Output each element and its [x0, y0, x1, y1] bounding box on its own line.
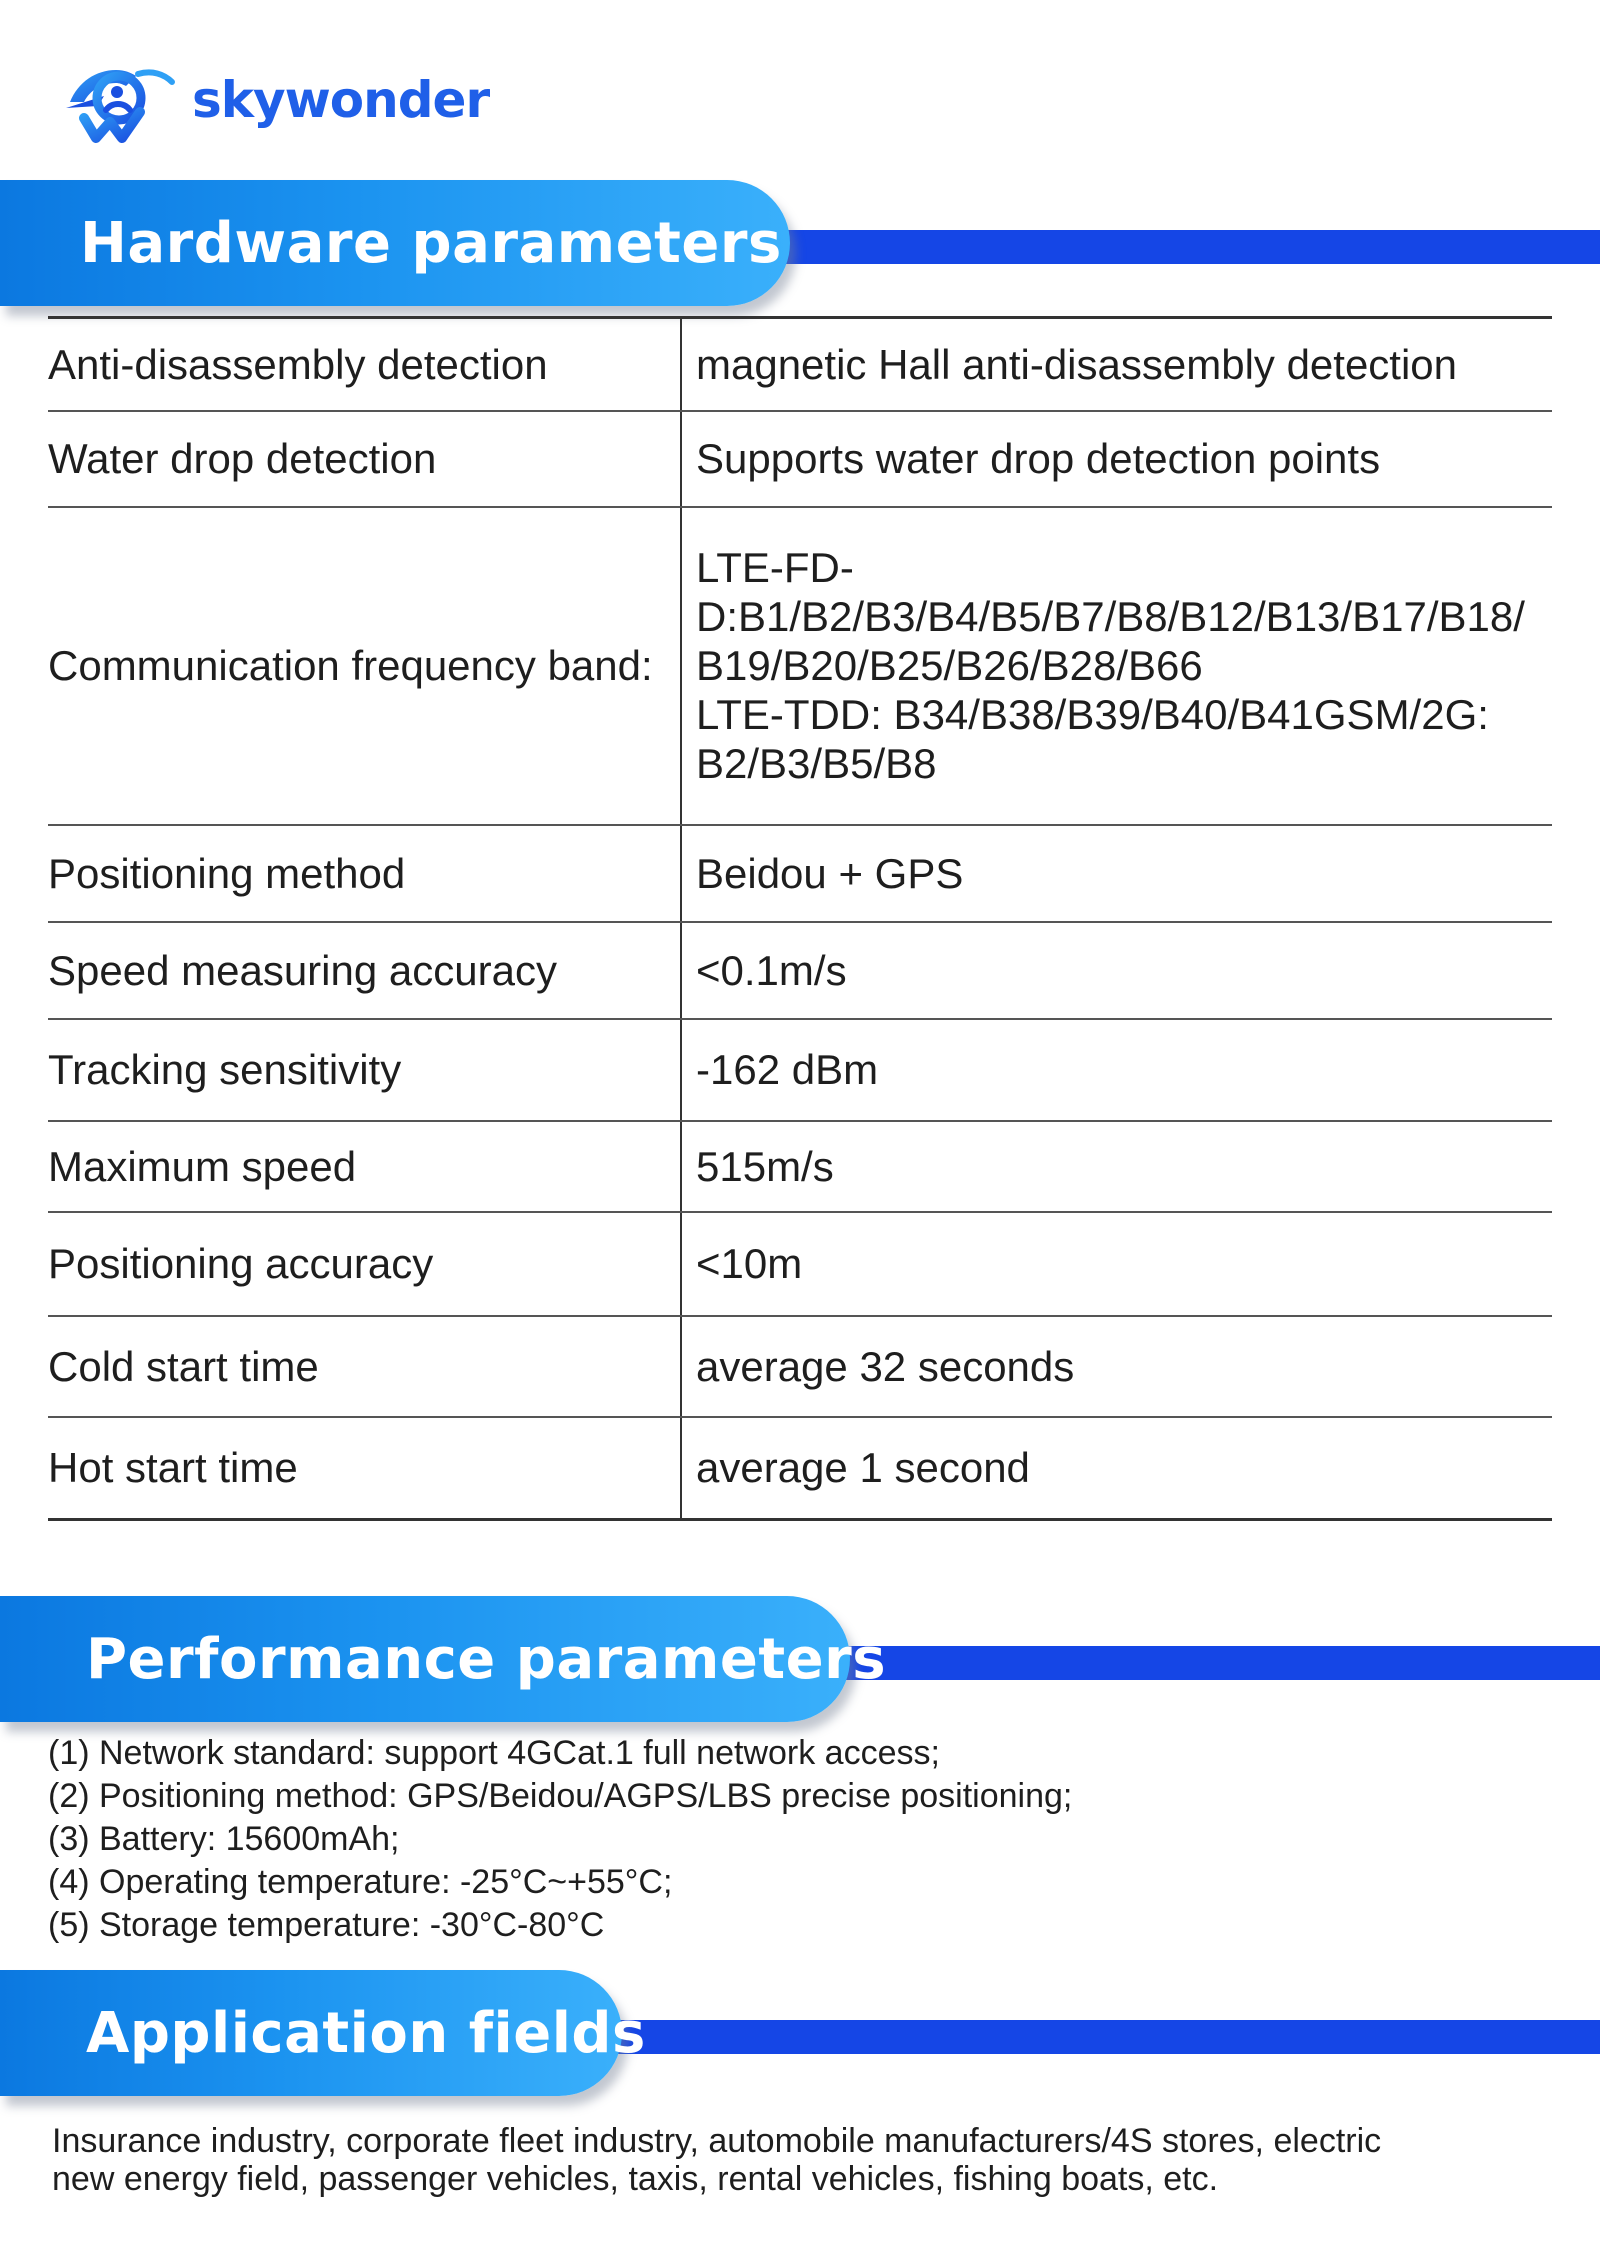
param-label: Cold start time [48, 1316, 681, 1417]
value-line: D:B1/B2/B3/B4/B5/B7/B8/B12/B13/B17/B18/ [696, 593, 1525, 640]
value-line: B19/B20/B25/B26/B28/B66 [696, 642, 1203, 689]
param-label: Anti-disassembly detection [48, 318, 681, 411]
param-value: 515m/s [681, 1121, 1552, 1212]
list-item: (4) Operating temperature: -25°C~+55°C; [48, 1863, 673, 1901]
param-label: Tracking sensitivity [48, 1019, 681, 1121]
skywonder-logo-icon [64, 52, 180, 148]
param-value: -162 dBm [681, 1019, 1552, 1121]
hardware-parameters-table [48, 316, 1552, 1521]
performance-list [48, 1732, 1528, 1947]
performance-header-line [830, 1646, 1600, 1680]
table-row [48, 1212, 1552, 1316]
param-value: magnetic Hall anti-disassembly detection [681, 318, 1552, 411]
application-header-line [600, 2020, 1600, 2054]
application-description [52, 2122, 1552, 2198]
application-line: Insurance industry, corporate fleet industry, automobile manufacturers/4S stores, electric [52, 2122, 1382, 2160]
param-value: <10m [681, 1212, 1552, 1316]
hardware-header-line [770, 230, 1600, 264]
list-item: (2) Positioning method: GPS/Beidou/AGPS/LBS precise positioning; [48, 1777, 1073, 1815]
table-row [48, 411, 1552, 507]
param-label: Speed measuring accuracy [48, 922, 681, 1019]
param-value: Supports water drop detection points [681, 411, 1552, 507]
brand-logo [64, 50, 489, 150]
table-row [48, 922, 1552, 1019]
performance-section-header [0, 1596, 1600, 1736]
param-value: average 32 seconds [681, 1316, 1552, 1417]
hardware-title: Hardware parameters [80, 210, 782, 276]
param-label: Positioning method [48, 825, 681, 922]
value-line: LTE-TDD: B34/B38/B39/B40/B41GSM/2G: [696, 691, 1489, 738]
application-section-header [0, 1970, 1600, 2110]
application-header-tab [0, 1970, 646, 2096]
value-line: B2/B3/B5/B8 [696, 740, 937, 787]
value-line: LTE-FD- [696, 544, 854, 591]
param-value: <0.1m/s [681, 922, 1552, 1019]
performance-header-tab [0, 1596, 887, 1722]
table-row [48, 1121, 1552, 1212]
param-label: Hot start time [48, 1417, 681, 1520]
param-label: Water drop detection [48, 411, 681, 507]
param-value [681, 507, 1552, 825]
application-line: new energy field, passenger vehicles, taxis, rental vehicles, fishing boats, etc. [52, 2160, 1219, 2198]
param-label: Positioning accuracy [48, 1212, 681, 1316]
param-value: average 1 second [681, 1417, 1552, 1520]
table-row [48, 318, 1552, 411]
application-title: Application fields [86, 2000, 646, 2066]
param-label: Communication frequency band: [48, 507, 681, 825]
list-item: (3) Battery: 15600mAh; [48, 1820, 400, 1858]
list-item: (1) Network standard: support 4GCat.1 full network access; [48, 1734, 940, 1772]
table-row [48, 1316, 1552, 1417]
table-row [48, 825, 1552, 922]
hardware-header-tab [0, 180, 790, 306]
list-item: (5) Storage temperature: -30°C-80°C [48, 1906, 605, 1944]
performance-title: Performance parameters [86, 1626, 887, 1692]
hardware-section-header [0, 180, 1600, 320]
table-row [48, 507, 1552, 825]
param-label: Maximum speed [48, 1121, 681, 1212]
brand-name: skywonder [192, 71, 490, 129]
table-row [48, 1019, 1552, 1121]
table-row [48, 1417, 1552, 1520]
param-value: Beidou + GPS [681, 825, 1552, 922]
